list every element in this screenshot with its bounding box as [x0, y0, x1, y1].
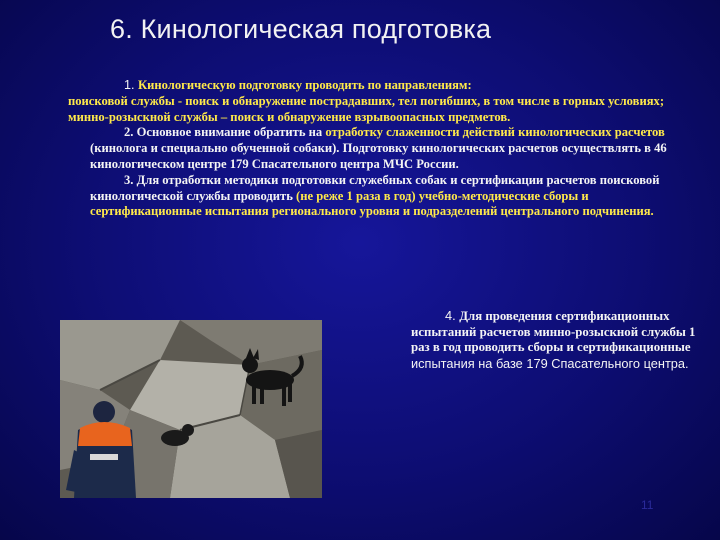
paragraph-3-text-b: учебно-методические сборы и сертификационные испытания регионального уровня и подразделений центрального подчинения. — [90, 188, 654, 219]
paragraph-1-number: 1. — [124, 78, 139, 92]
main-text-block — [68, 78, 700, 220]
slide-title: 6. Кинологическая подготовка — [110, 14, 492, 44]
list-item-search-service — [68, 94, 700, 110]
paragraph-4-text-a: Для проведения сертификационных испытаний расчетов минно-розыскной службы 1 раз в год проводить сборы и сертификационные — [411, 309, 696, 354]
paragraph-3-number: 3. — [124, 172, 137, 187]
side-text-block — [411, 308, 711, 372]
paragraph-2 — [68, 125, 700, 172]
paragraph-1-text: Кинологическую подготовку проводить по направлениям: — [138, 78, 472, 92]
paragraph-3-highlight: (не реже 1 раза в год) — [296, 188, 416, 203]
paragraph-2-highlight: отработку слаженности действий кинологических расчетов — [325, 125, 665, 140]
list-item-mine-service — [68, 110, 700, 126]
paragraph-4-text-b: испытания на базе 179 Спасательного центра. — [411, 355, 689, 371]
paragraph-3 — [68, 173, 700, 220]
paragraph-4 — [411, 308, 711, 372]
paragraph-1 — [68, 78, 700, 94]
paragraph-3-text-a: Для отработки методики подготовки служебных собак и сертификации расчетов поисковой кинологической службы проводить — [90, 172, 660, 203]
page-number: 11 — [641, 498, 654, 512]
paragraph-2-text-a: Основное внимание обратить на — [136, 125, 326, 140]
paragraph-2-text-b: (кинолога и специально обученной собаки). Подготовку кинологических расчетов осуществлять в 46 кинологическом центре 179 Спасательного центра МЧС России. — [90, 141, 667, 171]
paragraph-2-number: 2. — [124, 125, 137, 140]
list-item-mine-service-text: минно-розыскной службы – поиск и обнаружение взрывоопасных предметов. — [68, 109, 511, 124]
rescue-dog-photo — [60, 320, 322, 498]
list-item-search-service-text: поисковой службы - поиск и обнаружение пострадавших, тел погибших, в том числе в горных условиях; — [68, 93, 665, 108]
paragraph-4-number: 4. — [445, 308, 460, 323]
